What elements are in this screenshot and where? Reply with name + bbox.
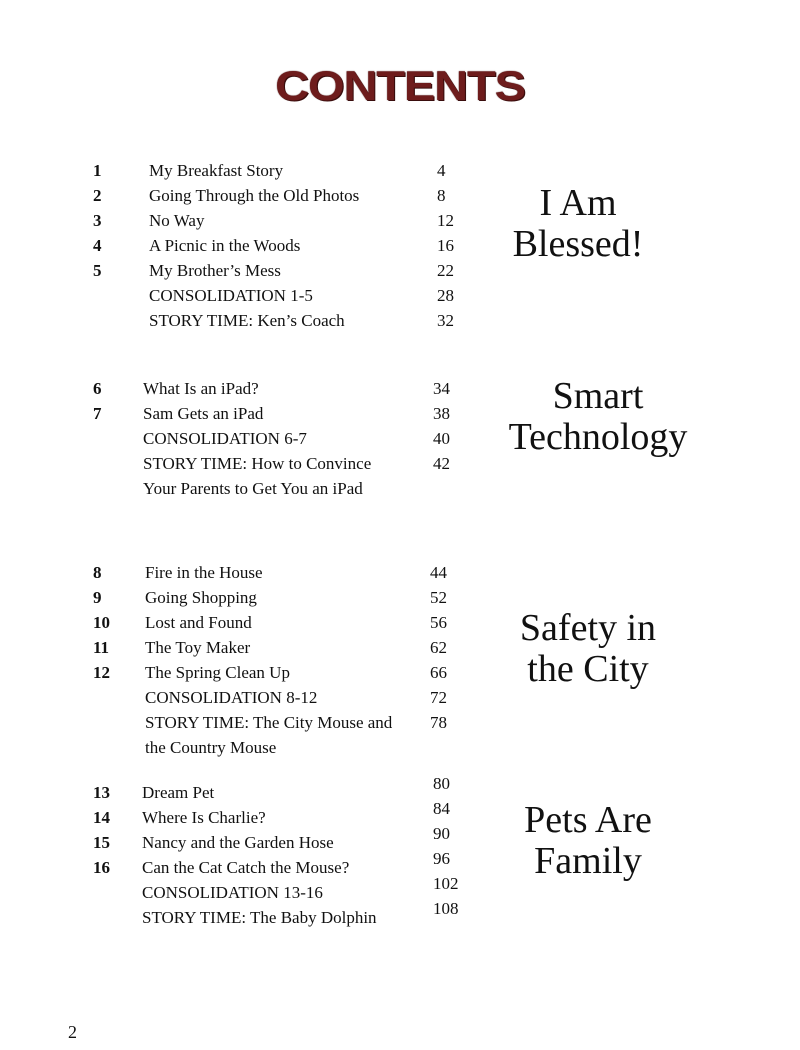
lesson-number: 3 <box>93 211 102 230</box>
lesson-page: 12 <box>437 211 454 230</box>
lesson-number: 16 <box>93 858 110 877</box>
lesson-title: The Toy Maker <box>145 638 251 657</box>
toc-row[interactable] <box>0 880 800 905</box>
lesson-title: Can the Cat Catch the Mouse? <box>142 858 350 877</box>
lesson-page: 40 <box>433 429 450 448</box>
unit-theme <box>490 376 706 458</box>
toc-row[interactable] <box>0 476 800 501</box>
lesson-title: My Brother’s Mess <box>149 261 281 280</box>
lesson-number: 14 <box>93 808 110 827</box>
toc-row[interactable] <box>0 158 800 183</box>
lesson-title: Dream Pet <box>142 783 215 802</box>
lesson-page: 32 <box>437 311 454 330</box>
lesson-number: 8 <box>93 563 102 582</box>
lesson-page: 66 <box>430 663 447 682</box>
lesson-title: The Spring Clean Up <box>145 663 290 682</box>
toc-row[interactable] <box>0 585 800 610</box>
unit-theme <box>480 183 676 265</box>
page-number: 2 <box>68 1022 77 1042</box>
lesson-number: 6 <box>93 379 102 398</box>
lesson-number: 7 <box>93 404 102 423</box>
lesson-number: 15 <box>93 833 110 852</box>
lesson-page: 72 <box>430 688 447 707</box>
lesson-title: What Is an iPad? <box>143 379 259 398</box>
lesson-title: CONSOLIDATION 1-5 <box>149 286 313 305</box>
unit-theme-line: the City <box>527 648 649 690</box>
lesson-title: No Way <box>149 211 205 230</box>
lesson-page: 34 <box>433 379 450 398</box>
lesson-number: 2 <box>93 186 102 205</box>
lesson-title: CONSOLIDATION 6-7 <box>143 429 307 448</box>
lesson-title: STORY TIME: The Baby Dolphin <box>142 908 377 927</box>
lesson-page[interactable]: 102 <box>433 874 459 893</box>
unit-theme-line: Safety in <box>519 607 657 649</box>
lesson-page: 28 <box>437 286 454 305</box>
lesson-number: 9 <box>93 588 102 607</box>
lesson-page: 38 <box>433 404 450 423</box>
unit-theme-line: Technology <box>508 416 688 458</box>
lesson-page: 56 <box>430 613 447 632</box>
toc-row[interactable] <box>0 233 800 258</box>
toc-row[interactable] <box>0 308 800 333</box>
lesson-number: 1 <box>93 161 102 180</box>
lesson-title: STORY TIME: How to Convince <box>143 454 372 473</box>
unit-3 <box>0 560 800 760</box>
lesson-title: Fire in the House <box>145 563 263 582</box>
lesson-number: 11 <box>93 638 110 657</box>
toc-row[interactable] <box>0 905 800 930</box>
toc-row[interactable] <box>0 258 800 283</box>
toc-row[interactable] <box>0 208 800 233</box>
lesson-page[interactable]: 108 <box>433 899 459 918</box>
lesson-title: My Breakfast Story <box>149 161 284 180</box>
lesson-title: CONSOLIDATION 13-16 <box>142 883 323 902</box>
toc-row[interactable] <box>0 735 800 760</box>
lesson-page[interactable]: 80 <box>433 774 450 793</box>
lesson-title: STORY TIME: Ken’s Coach <box>149 311 345 330</box>
unit-1 <box>0 158 800 333</box>
lesson-title: Where Is Charlie? <box>142 808 266 827</box>
lesson-page[interactable]: 84 <box>433 799 450 818</box>
unit-theme-line: Family <box>534 840 642 882</box>
unit-theme-line: I Am <box>539 182 617 224</box>
unit-theme <box>490 800 686 882</box>
lesson-title: Lost and Found <box>145 613 252 632</box>
unit-2 <box>0 376 800 501</box>
toc-row[interactable] <box>0 183 800 208</box>
lesson-page: 22 <box>437 261 454 280</box>
unit-theme-line: Smart <box>552 375 644 417</box>
lesson-page: 8 <box>437 186 446 205</box>
lesson-page: 16 <box>437 236 454 255</box>
toc-row[interactable] <box>0 283 800 308</box>
lesson-title: Your Parents to Get You an iPad <box>143 479 363 498</box>
lesson-page: 4 <box>437 161 446 180</box>
unit-theme-line: Blessed! <box>512 223 644 265</box>
lesson-page: 42 <box>433 454 450 473</box>
unit-theme <box>490 608 686 690</box>
lesson-page: 52 <box>430 588 447 607</box>
lesson-page: 44 <box>430 563 447 582</box>
lesson-title: A Picnic in the Woods <box>149 236 301 255</box>
page-numbers-column <box>433 771 459 921</box>
lesson-title: Nancy and the Garden Hose <box>142 833 334 852</box>
unit-4 <box>0 774 800 930</box>
lesson-title: Going Through the Old Photos <box>149 186 360 205</box>
lesson-number: 12 <box>93 663 110 682</box>
unit-theme-line: Pets Are <box>524 799 652 841</box>
lesson-page: 62 <box>430 638 447 657</box>
lesson-title: Sam Gets an iPad <box>143 404 264 423</box>
lesson-number: 5 <box>93 261 102 280</box>
lesson-title: Going Shopping <box>145 588 257 607</box>
lesson-page: 78 <box>430 713 447 732</box>
lesson-number: 10 <box>93 613 110 632</box>
toc-row[interactable] <box>0 710 800 735</box>
lesson-title: the Country Mouse <box>145 738 277 757</box>
lesson-page[interactable]: 90 <box>433 824 450 843</box>
lesson-title: STORY TIME: The City Mouse and <box>145 713 393 732</box>
lesson-number: 4 <box>93 236 102 255</box>
lesson-title: CONSOLIDATION 8-12 <box>145 688 318 707</box>
page-title: CONTENTS <box>275 62 525 109</box>
toc-row[interactable] <box>0 560 800 585</box>
lesson-number: 13 <box>93 783 110 802</box>
lesson-page[interactable]: 96 <box>433 849 450 868</box>
